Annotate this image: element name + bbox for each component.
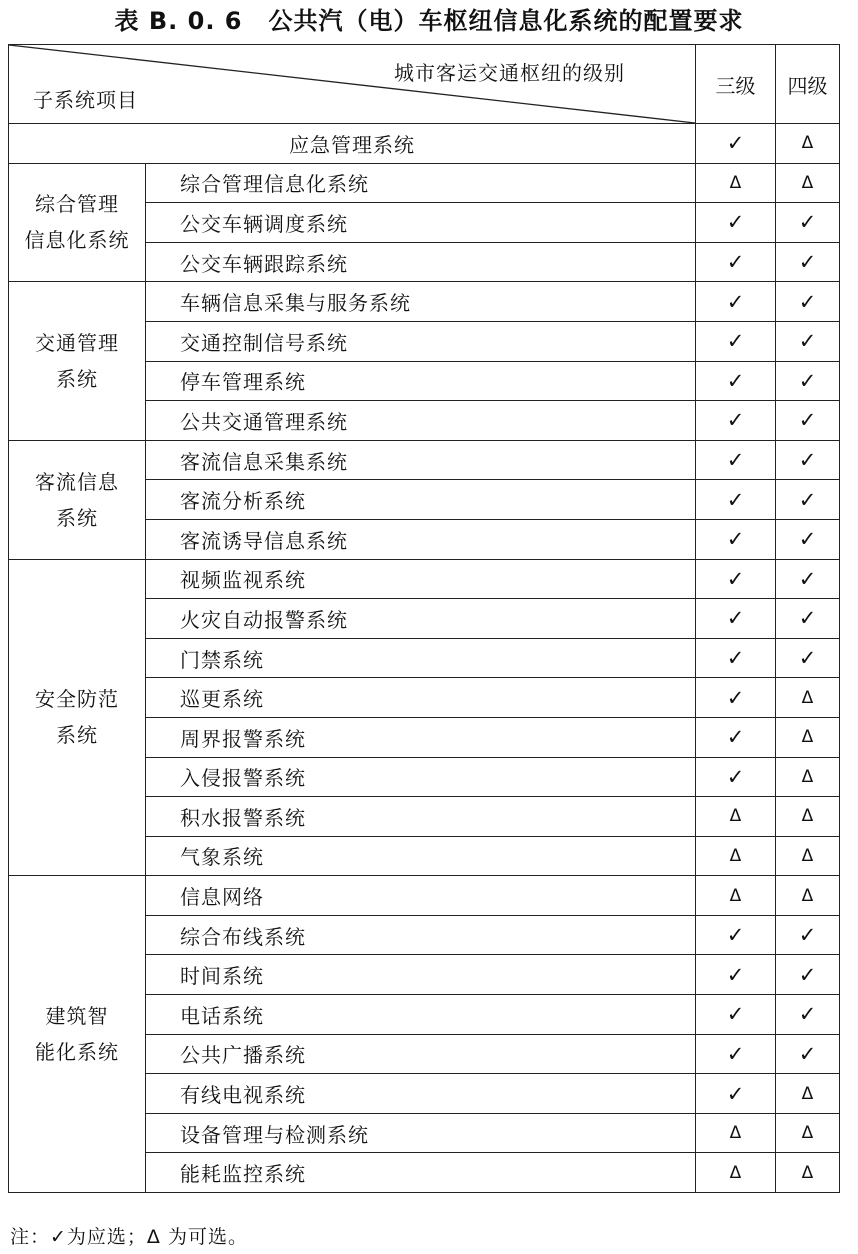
subsystem-item: 能耗监控系统	[146, 1153, 696, 1193]
configuration-table	[8, 44, 840, 1193]
subsystem-item: 综合布线系统	[146, 915, 696, 955]
required-mark: ✓	[696, 915, 776, 955]
optional-mark: Δ	[696, 1113, 776, 1153]
required-mark: ✓	[696, 282, 776, 322]
optional-mark: Δ	[776, 1074, 840, 1114]
required-mark: ✓	[696, 124, 776, 164]
required-mark: ✓	[776, 519, 840, 559]
subsystem-item: 客流分析系统	[146, 480, 696, 520]
subsystem-group-line: 能化系统	[35, 1040, 119, 1065]
subsystem-group-line: 客流信息	[35, 469, 119, 494]
optional-mark: Δ	[776, 836, 840, 876]
subsystem-item: 应急管理系统	[9, 124, 696, 164]
required-mark: ✓	[696, 203, 776, 243]
level-four-header: 四级	[776, 45, 840, 124]
optional-mark: Δ	[696, 1153, 776, 1193]
required-mark: ✓	[696, 440, 776, 480]
table-row	[9, 163, 840, 203]
optional-mark: Δ	[776, 1153, 840, 1193]
required-mark: ✓	[776, 559, 840, 599]
subsystem-group	[9, 876, 146, 1193]
diagonal-header-cell	[9, 45, 696, 124]
required-mark: ✓	[696, 321, 776, 361]
required-mark: ✓	[696, 599, 776, 639]
table-row	[9, 282, 840, 322]
required-mark: ✓	[776, 480, 840, 520]
required-mark: ✓	[696, 955, 776, 995]
subsystem-item: 气象系统	[146, 836, 696, 876]
subsystem-group-line: 系统	[56, 367, 98, 392]
required-mark: ✓	[696, 559, 776, 599]
subsystem-group	[9, 282, 146, 440]
subsystem-group	[9, 163, 146, 282]
subsystem-item: 门禁系统	[146, 638, 696, 678]
subsystem-group-line: 综合管理	[35, 192, 119, 217]
subsystem-item: 设备管理与检测系统	[146, 1113, 696, 1153]
subsystem-group	[9, 440, 146, 559]
subsystem-group-line: 安全防范	[35, 687, 119, 712]
subsystem-item: 综合管理信息化系统	[146, 163, 696, 203]
subsystem-item: 客流信息采集系统	[146, 440, 696, 480]
required-mark: ✓	[776, 995, 840, 1035]
table-note: 注：✓为应选；Δ 为可选。	[10, 1226, 248, 1248]
required-mark: ✓	[776, 440, 840, 480]
optional-mark: Δ	[776, 757, 840, 797]
subsystem-group-line: 建筑智	[45, 1004, 109, 1029]
header-subsystem-label: 子系统项目	[33, 88, 138, 112]
required-mark: ✓	[696, 480, 776, 520]
subsystem-item: 公交车辆调度系统	[146, 203, 696, 243]
table-row	[9, 440, 840, 480]
table-title	[0, 6, 858, 36]
optional-mark: Δ	[696, 163, 776, 203]
required-mark: ✓	[776, 638, 840, 678]
required-mark: ✓	[776, 321, 840, 361]
subsystem-item: 入侵报警系统	[146, 757, 696, 797]
subsystem-item: 积水报警系统	[146, 797, 696, 837]
required-mark: ✓	[696, 638, 776, 678]
subsystem-item: 视频监视系统	[146, 559, 696, 599]
subsystem-item: 交通控制信号系统	[146, 321, 696, 361]
table-number: 表 B. 0. 6	[114, 7, 243, 35]
subsystem-item: 有线电视系统	[146, 1074, 696, 1114]
subsystem-item: 客流诱导信息系统	[146, 519, 696, 559]
optional-mark: Δ	[776, 678, 840, 718]
optional-mark: Δ	[696, 836, 776, 876]
subsystem-item: 信息网络	[146, 876, 696, 916]
subsystem-item: 车辆信息采集与服务系统	[146, 282, 696, 322]
subsystem-item: 电话系统	[146, 995, 696, 1035]
required-mark: ✓	[776, 955, 840, 995]
required-mark: ✓	[776, 361, 840, 401]
subsystem-item: 时间系统	[146, 955, 696, 995]
subsystem-group-line: 系统	[56, 505, 98, 530]
subsystem-group-line: 信息化系统	[24, 228, 130, 253]
required-mark: ✓	[776, 599, 840, 639]
table-header-row	[9, 45, 840, 124]
optional-mark: Δ	[696, 876, 776, 916]
required-mark: ✓	[696, 361, 776, 401]
optional-mark: Δ	[696, 797, 776, 837]
subsystem-item: 火灾自动报警系统	[146, 599, 696, 639]
optional-mark: Δ	[776, 717, 840, 757]
required-mark: ✓	[696, 242, 776, 282]
subsystem-item: 公交车辆跟踪系统	[146, 242, 696, 282]
required-mark: ✓	[696, 717, 776, 757]
subsystem-group-line: 系统	[56, 723, 98, 748]
subsystem-item: 周界报警系统	[146, 717, 696, 757]
optional-mark: Δ	[776, 124, 840, 164]
optional-mark: Δ	[776, 163, 840, 203]
required-mark: ✓	[776, 282, 840, 322]
required-mark: ✓	[776, 1034, 840, 1074]
subsystem-item: 公共交通管理系统	[146, 401, 696, 441]
table-row	[9, 124, 840, 164]
subsystem-group-line: 交通管理	[35, 331, 119, 356]
optional-mark: Δ	[776, 876, 840, 916]
table-title-text: 公共汽（电）车枢纽信息化系统的配置要求	[268, 7, 744, 35]
required-mark: ✓	[696, 401, 776, 441]
required-mark: ✓	[696, 678, 776, 718]
required-mark: ✓	[776, 242, 840, 282]
required-mark: ✓	[776, 203, 840, 243]
subsystem-item: 公共广播系统	[146, 1034, 696, 1074]
required-mark: ✓	[696, 1074, 776, 1114]
required-mark: ✓	[696, 757, 776, 797]
required-mark: ✓	[696, 995, 776, 1035]
subsystem-item: 停车管理系统	[146, 361, 696, 401]
required-mark: ✓	[776, 401, 840, 441]
required-mark: ✓	[696, 519, 776, 559]
subsystem-group	[9, 559, 146, 876]
table-row	[9, 876, 840, 916]
table-row	[9, 559, 840, 599]
required-mark: ✓	[776, 915, 840, 955]
header-level-label: 城市客运交通枢纽的级别	[394, 61, 625, 85]
level-three-header: 三级	[696, 45, 776, 124]
optional-mark: Δ	[776, 797, 840, 837]
required-mark: ✓	[696, 1034, 776, 1074]
subsystem-item: 巡更系统	[146, 678, 696, 718]
optional-mark: Δ	[776, 1113, 840, 1153]
